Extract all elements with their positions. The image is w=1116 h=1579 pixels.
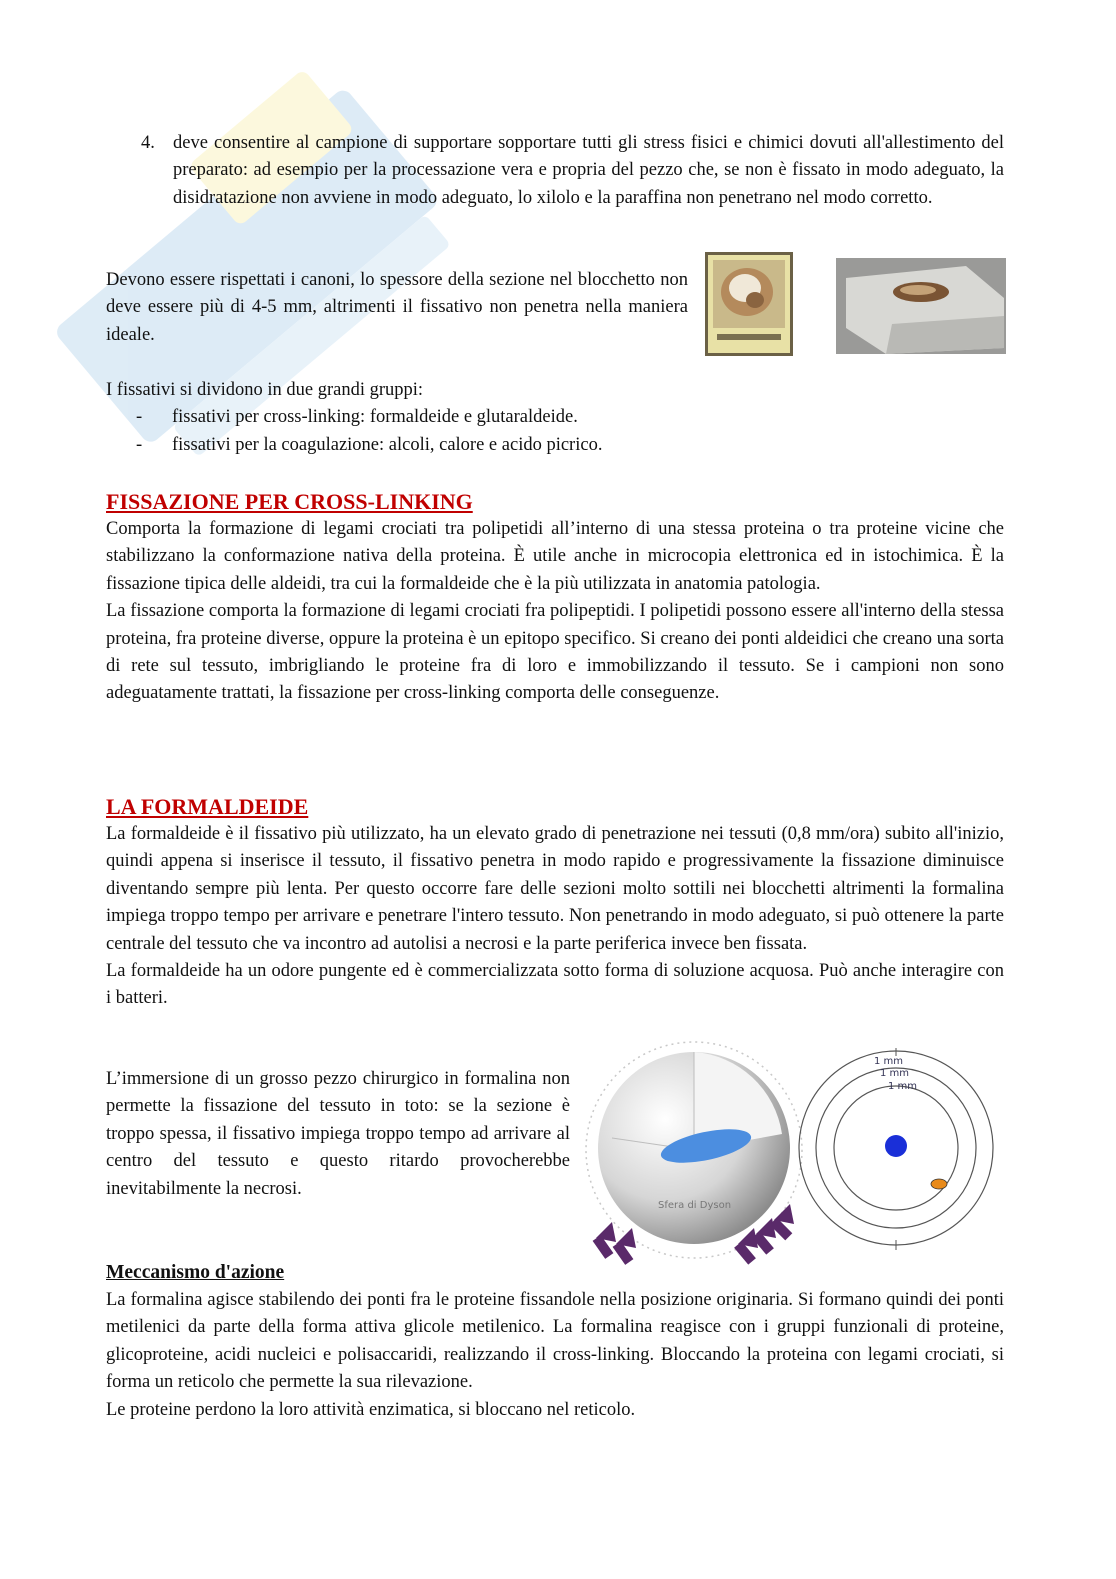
immersion-paragraph: L’immersione di un grosso pezzo chirurgico in formalina non permette la fissazione del tessuto in toto: se la sezione è troppo spessa, il fissativo impiega troppo tempo ad arrivare al centro del tessuto e questo ritardo provocherebbe inevitabilmente la necrosi.: [106, 1069, 570, 1199]
list-bullet: -: [136, 407, 143, 428]
section-heading: LA FORMALDEIDE: [106, 794, 309, 819]
paragraph: La fissazione comporta la formazione di legami crociati fra polipeptidi. I polipetidi possono essere all'interno della stessa proteina, fra proteine diverse, oppure la proteina è un epitopo specifico. Si creano dei ponti aldeidici che creano una sorta di rete sul tessuto, imbrigliando le proteine fra di loro e immobilizzando il tessuto. Se i campioni non sono adeguatamente trattati, la fissazione per cross-linking comporta delle conseguenze.: [106, 601, 1004, 704]
section-heading: FISSAZIONE PER CROSS-LINKING: [106, 489, 473, 514]
list-item-text: fissativi per la coagulazione: alcoli, calore e acido picrico.: [172, 434, 603, 455]
section-heading: Meccanismo d'azione: [106, 1262, 285, 1283]
paragraph: Le proteine perdono la loro attività enzimatica, si bloccano nel reticolo.: [106, 1399, 636, 1420]
list-item: [136, 432, 1004, 459]
item-number: 4.: [141, 133, 155, 153]
groups-intro: I fissativi si dividono in due grandi gruppi:: [106, 380, 424, 400]
paragraph: La formaldeide ha un odore pungente ed è commercializzata sotto forma di soluzione acquosa. Può anche interagire con i batteri.: [106, 961, 1004, 1009]
fixative-groups: [106, 377, 1004, 459]
paraffin-block-photo: [836, 258, 1006, 354]
sphere-diagram: [582, 1038, 814, 1270]
section-meccanismo: [106, 1259, 1004, 1424]
concentric-rings-diagram: [796, 1040, 1000, 1252]
paragraph: La formalina agisce stabilendo dei ponti fra le proteine fissandole nella posizione originaria. Si formano quindi dei ponti metilenici da parte della forma attiva glicole metilenico. La formalina reagisce con i gruppi funzionali di proteine, glicoproteine, acidi nucleici e polisaccaridi, realizzando il cross-linking. Bloccando la proteina con legami crociati, si forma un reticolo che permette la sua rilevazione.: [106, 1290, 1004, 1393]
intro-paragraph: Devono essere rispettati i canoni, lo spessore della sezione nel blocchetto non deve essere più di 4-5 mm, altrimenti il fissativo non penetra nella maniera ideale.: [106, 270, 688, 345]
paragraph: La formaldeide è il fissativo più utilizzato, ha un elevato grado di penetrazione nei tessuti (0,8 mm/ora) subito all'inizio, quindi appena si inserisce il tessuto, il fissativo penetra in modo rapido e progressivamente la fissazione diminuisce diventando sempre più lenta. Per questo occorre fare delle sezioni molto sottili nei blocchetti altrimenti la formalina impiega troppo tempo per arrivare e penetrare l'intero tessuto. Non penetrando in modo adeguato, si può ottenere la parte centrale del tessuto che va incontro ad autolisi a necrosi e la parte periferica invece ben fissata.: [106, 824, 1004, 954]
paragraph: Comporta la formazione di legami crociati tra polipetidi all’interno di una stessa proteina o tra proteine vicine che stabilizzano la conformazione nativa della proteina. È utile anche in microcopia elettronica ed in istochimica. È la fissazione tipica delle aldeidi, tra cui la formaldeide che è la più utilizzata in anatomia patologia.: [106, 519, 1004, 594]
sphere-label: Sfera di Dyson: [658, 1200, 732, 1211]
section-formaldeide: [106, 793, 1004, 1013]
list-bullet: -: [136, 434, 143, 455]
orbit-label: 1 mm: [880, 1068, 910, 1079]
item-text: deve consentire al campione di supportare sopportare tutti gli stress fisici e chimici dovuti all'allestimento del preparato: ad esempio per la processazione vera e propria del pezzo che, se non è fissato in modo adeguato, la disidratazione non avviene in modo adeguato, lo xilolo e la paraffina non penetrano nel modo corretto.: [173, 133, 1004, 208]
list-item: [136, 404, 1004, 431]
orbit-label: 1 mm: [874, 1056, 904, 1067]
list-item-text: fissativi per cross-linking: formaldeide e glutaraldeide.: [172, 407, 578, 428]
tissue-cassette-photo: [705, 252, 793, 356]
numbered-item-4: [106, 130, 1004, 212]
section-cross-linking: [106, 488, 1004, 708]
orbit-label: 1 mm: [888, 1081, 918, 1092]
